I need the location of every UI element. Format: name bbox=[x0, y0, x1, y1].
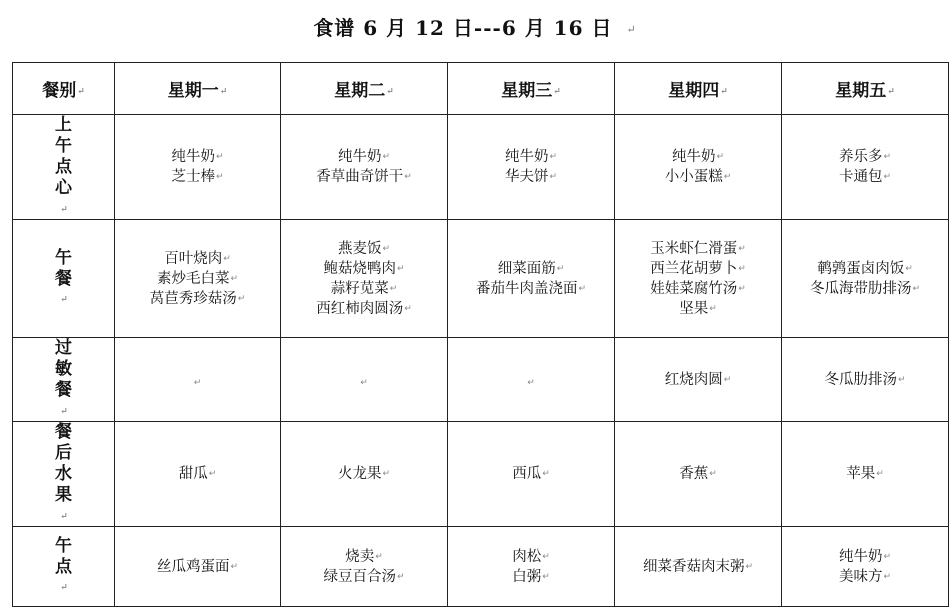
row-label-text: 午点 bbox=[55, 535, 72, 577]
menu-item: 燕麦饭↵ bbox=[337, 240, 391, 257]
menu-cell bbox=[281, 338, 448, 422]
menu-cell bbox=[448, 220, 615, 338]
menu-item: 纯牛奶↵ bbox=[171, 149, 224, 165]
menu-item: 鲍菇烧鸭肉↵ bbox=[323, 260, 405, 277]
paragraph-mark-icon: ↵ bbox=[60, 406, 68, 417]
menu-cell bbox=[782, 338, 949, 422]
header-day-fri: 星期五↵ bbox=[782, 63, 949, 115]
table-row bbox=[13, 527, 949, 607]
row-label bbox=[13, 527, 115, 607]
menu-item: 苹果↵ bbox=[846, 466, 884, 482]
menu-item: 红烧肉圆↵ bbox=[664, 371, 732, 388]
menu-item: 坚果↵ bbox=[679, 300, 717, 317]
row-label-text: 餐后水果 bbox=[55, 422, 72, 505]
menu-cell bbox=[448, 527, 615, 607]
menu-cell bbox=[115, 527, 281, 607]
menu-item: 细菜面筋↵ bbox=[497, 260, 565, 277]
menu-item: 蒜籽苋菜↵ bbox=[330, 280, 398, 297]
paragraph-mark-icon: ↵ bbox=[60, 295, 68, 305]
row-label-text: 上午点心 bbox=[55, 115, 72, 198]
menu-cell bbox=[782, 115, 949, 220]
menu-cell bbox=[615, 527, 782, 607]
menu-item: 纯牛奶↵ bbox=[337, 149, 391, 165]
menu-cell bbox=[281, 220, 448, 338]
menu-item: 素炒毛白菜↵ bbox=[156, 270, 239, 287]
menu-item: 丝瓜鸡蛋面↵ bbox=[156, 558, 239, 575]
menu-item: 纯牛奶↵ bbox=[504, 149, 558, 165]
header-day-wed: 星期三↵ bbox=[448, 63, 615, 115]
menu-cell bbox=[281, 115, 448, 220]
menu-item: 卡通包↵ bbox=[838, 169, 892, 185]
row-label bbox=[13, 220, 115, 338]
paragraph-mark-icon: ↵ bbox=[626, 23, 637, 36]
header-day-mon: 星期一↵ bbox=[115, 63, 281, 115]
menu-item: 西红柿肉圆汤↵ bbox=[316, 300, 412, 317]
menu-item: 肉松↵ bbox=[512, 548, 550, 565]
menu-cell bbox=[448, 115, 615, 220]
menu-item: 香蕉↵ bbox=[679, 466, 717, 482]
header-meal-type: 餐别↵ bbox=[13, 63, 115, 115]
menu-item: 莴苣秀珍菇汤↵ bbox=[149, 290, 246, 307]
row-label-text: 午餐 bbox=[55, 247, 72, 289]
menu-item: 香草曲奇饼干↵ bbox=[316, 169, 412, 185]
title-text: 食谱 6 月 12 日---6 月 16 日 bbox=[313, 16, 613, 40]
menu-cell bbox=[115, 220, 281, 338]
menu-cell bbox=[782, 422, 949, 527]
menu-cell bbox=[448, 338, 615, 422]
header-day-tue: 星期二↵ bbox=[281, 63, 448, 115]
menu-item: 美味方↵ bbox=[838, 568, 892, 585]
menu-item: 华夫饼↵ bbox=[504, 169, 558, 185]
table-row bbox=[13, 115, 949, 220]
menu-item: 白粥↵ bbox=[512, 568, 550, 585]
menu-cell bbox=[115, 115, 281, 220]
page-title bbox=[0, 12, 950, 41]
header-day-thu: 星期四↵ bbox=[615, 63, 782, 115]
paragraph-mark-icon: ↵ bbox=[193, 378, 202, 388]
menu-cell bbox=[281, 422, 448, 527]
menu-cell bbox=[115, 338, 281, 422]
paragraph-mark-icon: ↵ bbox=[60, 511, 68, 522]
row-label-text: 过敏餐 bbox=[55, 338, 72, 400]
menu-item: 纯牛奶↵ bbox=[838, 548, 892, 565]
paragraph-mark-icon: ↵ bbox=[527, 378, 535, 388]
menu-item: 火龙果↵ bbox=[337, 466, 391, 482]
paragraph-mark-icon: ↵ bbox=[60, 583, 68, 593]
menu-cell bbox=[615, 220, 782, 338]
menu-item: 西兰花胡萝卜↵ bbox=[650, 260, 746, 277]
menu-item: 番茄牛肉盖浇面↵ bbox=[475, 280, 587, 297]
menu-item: 甜瓜↵ bbox=[178, 466, 217, 482]
menu-item: 西瓜↵ bbox=[512, 466, 550, 482]
row-label bbox=[13, 115, 115, 220]
menu-item: 养乐多↵ bbox=[838, 149, 892, 165]
paragraph-mark-icon: ↵ bbox=[60, 204, 68, 215]
table-row bbox=[13, 338, 949, 422]
menu-item: 绿豆百合汤↵ bbox=[323, 568, 405, 585]
menu-item: 细菜香菇肉末粥↵ bbox=[642, 558, 754, 575]
menu-table bbox=[12, 62, 949, 607]
menu-item: 纯牛奶↵ bbox=[671, 149, 725, 165]
menu-item: 小小蛋糕↵ bbox=[664, 169, 732, 185]
table-row bbox=[13, 220, 949, 338]
header-row bbox=[13, 63, 949, 115]
menu-cell bbox=[281, 527, 448, 607]
menu-item: 烧卖↵ bbox=[345, 548, 383, 565]
menu-item: 百叶烧肉↵ bbox=[164, 250, 231, 267]
row-label bbox=[13, 338, 115, 422]
menu-item: 芝士棒↵ bbox=[171, 169, 224, 185]
menu-cell bbox=[615, 115, 782, 220]
menu-item: 娃娃菜腐竹汤↵ bbox=[650, 280, 746, 297]
menu-item: 玉米虾仁滑蛋↵ bbox=[650, 240, 746, 257]
menu-cell bbox=[615, 338, 782, 422]
menu-cell bbox=[782, 527, 949, 607]
paragraph-mark-icon: ↵ bbox=[360, 378, 368, 388]
menu-item: 鹌鹑蛋卤肉饭↵ bbox=[817, 260, 913, 277]
menu-cell bbox=[615, 422, 782, 527]
menu-cell bbox=[782, 220, 949, 338]
table-row bbox=[13, 422, 949, 527]
row-label bbox=[13, 422, 115, 527]
menu-cell bbox=[115, 422, 281, 527]
menu-cell bbox=[448, 422, 615, 527]
menu-item: 冬瓜肋排汤↵ bbox=[824, 371, 906, 388]
menu-item: 冬瓜海带肋排汤↵ bbox=[809, 280, 921, 297]
